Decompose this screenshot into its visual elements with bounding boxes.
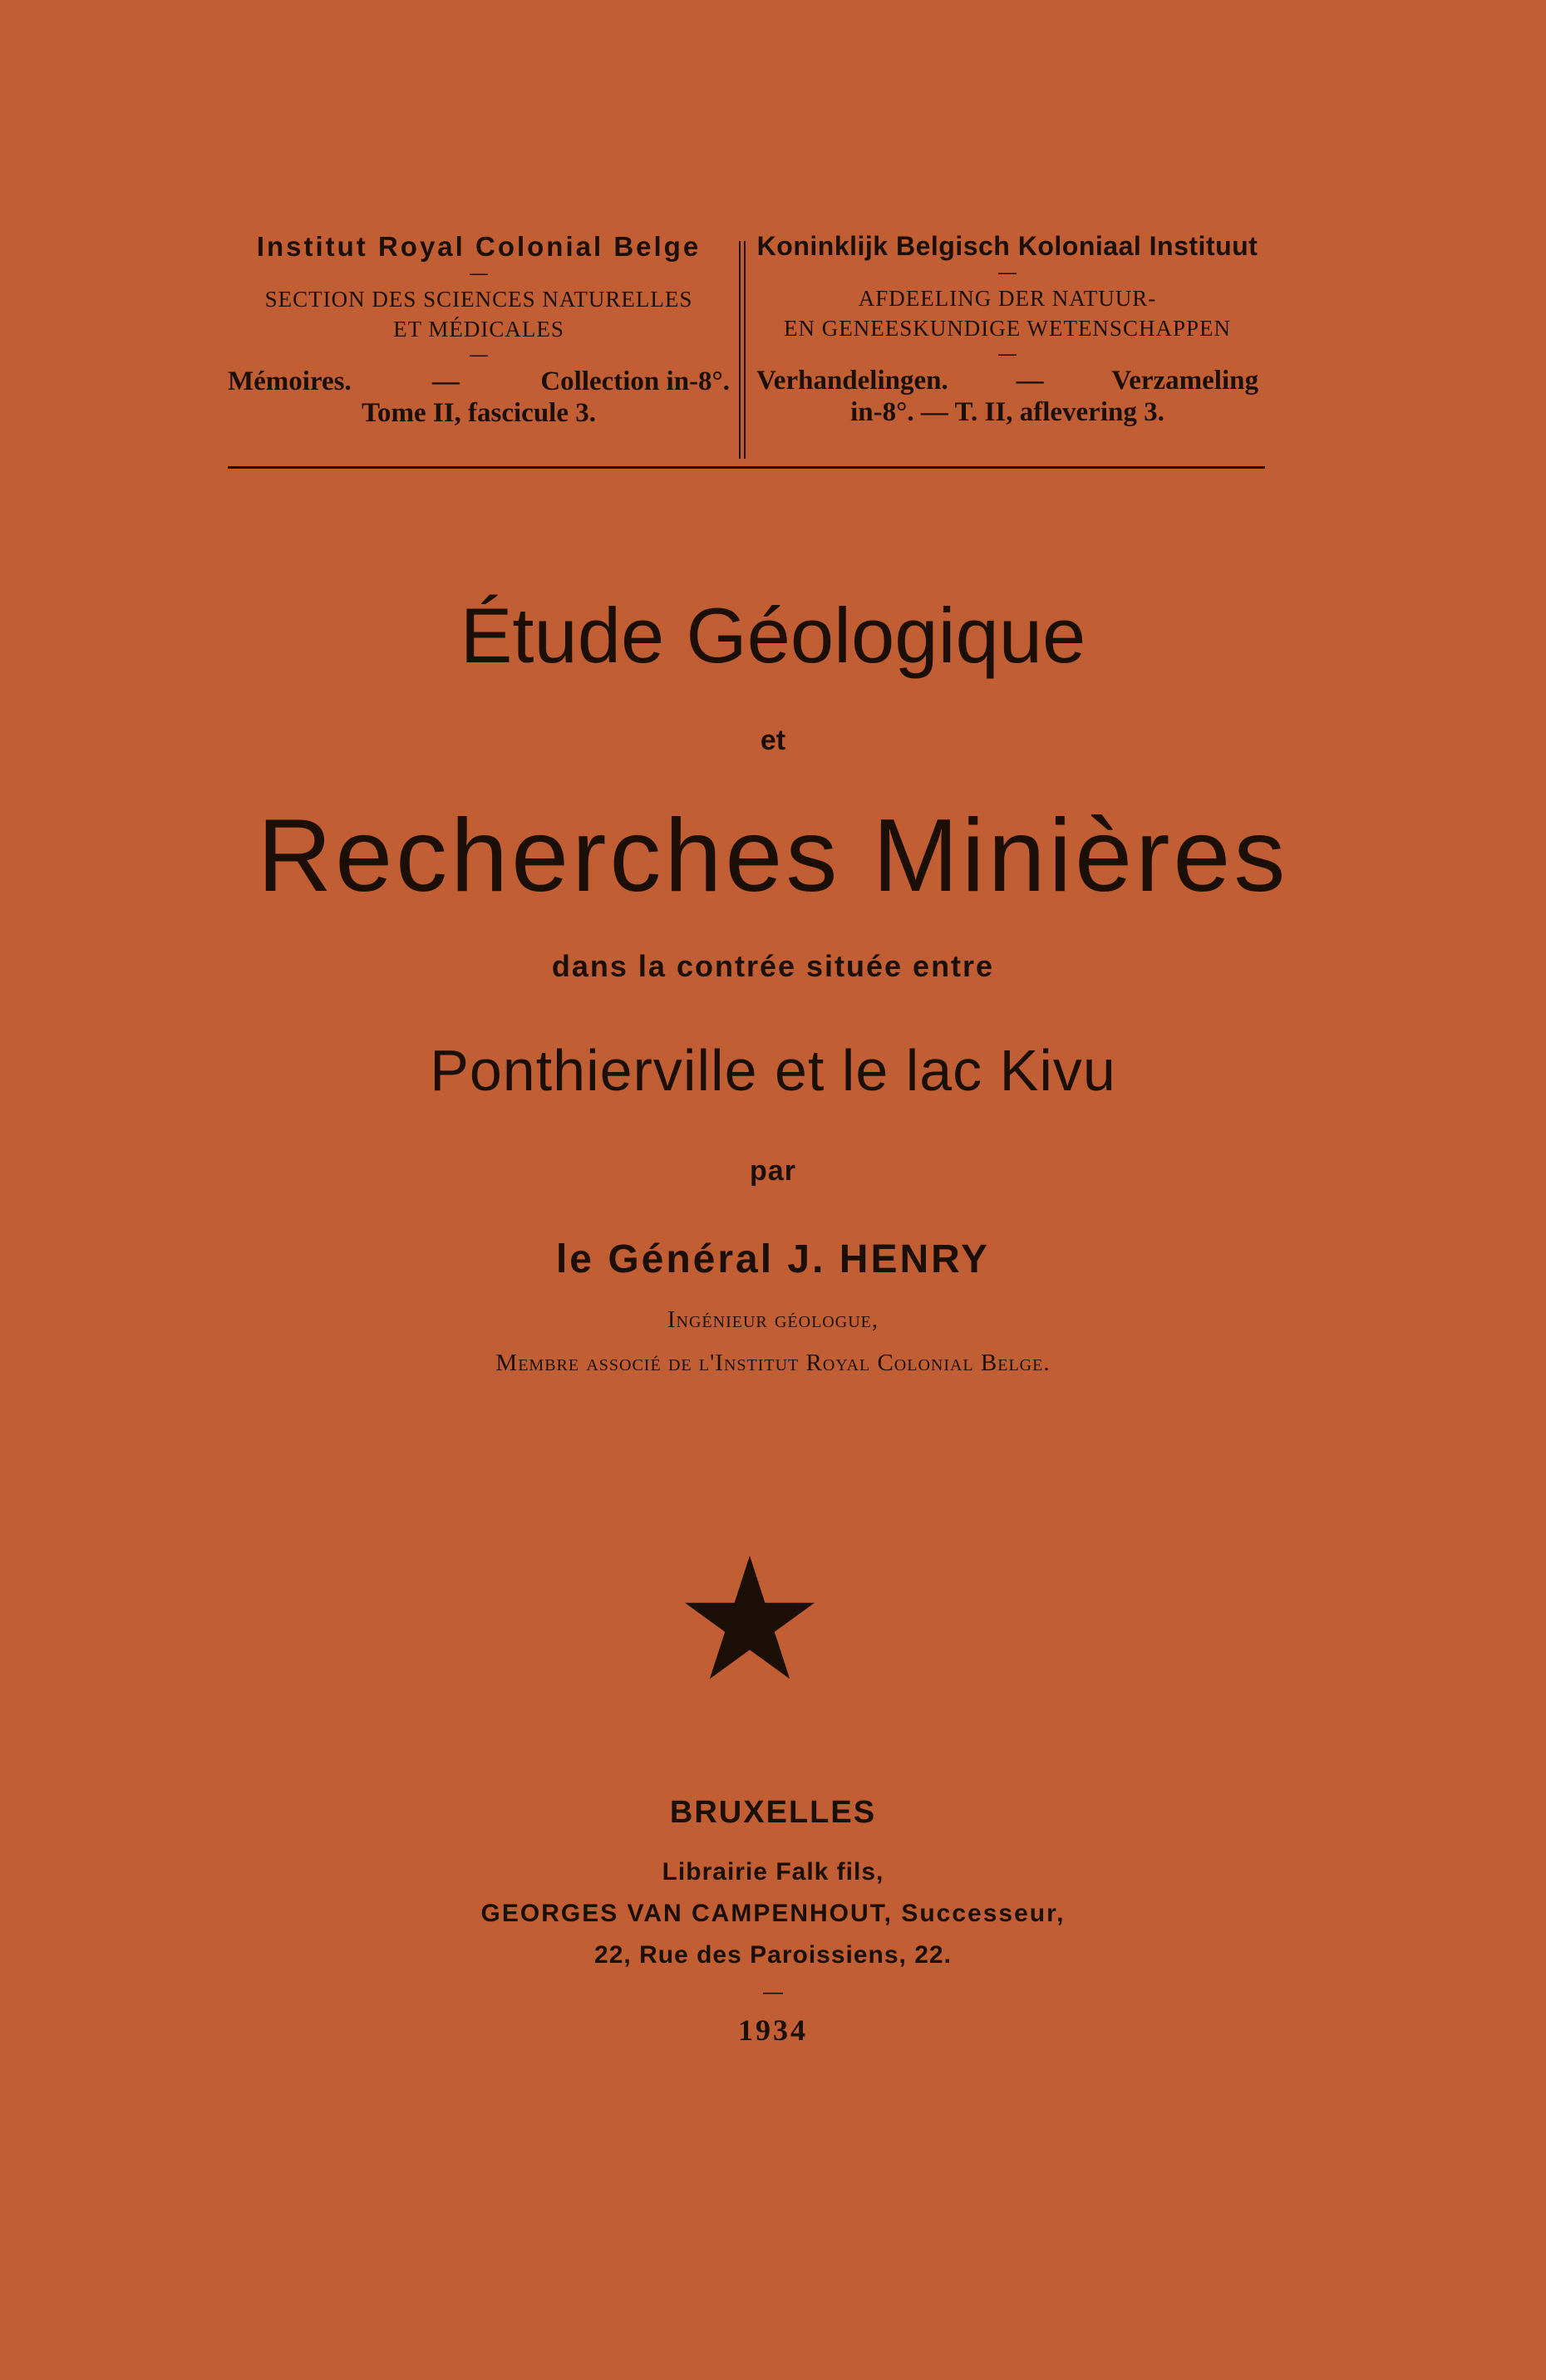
- series-dash: —: [1016, 366, 1044, 396]
- header-dash: —: [998, 262, 1017, 283]
- series-name: Verhandelingen.: [756, 366, 948, 396]
- author-role-1: Ingénieur géologue,: [667, 1306, 879, 1333]
- series-collection: Verzameling: [1111, 366, 1258, 396]
- section-line-2: EN GENEESKUNDIGE WETENSCHAPPEN: [784, 316, 1231, 341]
- column-divider: [739, 241, 746, 459]
- publisher-address: 22, Rue des Paroissiens, 22.: [594, 1941, 952, 1969]
- header-block: [228, 231, 1265, 472]
- series-collection: Collection in-8°.: [540, 366, 730, 396]
- header-dutch: [756, 231, 1258, 428]
- publication-year: 1934: [738, 2014, 808, 2047]
- publisher-line-2: GEORGES VAN CAMPENHOUT, Successeur,: [480, 1900, 1066, 1927]
- author-by: par: [750, 1155, 796, 1187]
- section-line-2: ET MÉDICALES: [393, 317, 564, 342]
- section-line-1: AFDEELING DER NATUUR-: [858, 286, 1157, 311]
- title-line-3: Ponthierville et le lac Kivu: [430, 1038, 1116, 1103]
- star-icon: [685, 1556, 815, 1680]
- series-dash: —: [432, 366, 460, 396]
- header-french: [228, 231, 730, 429]
- institute-name-fr: Institut Royal Colonial Belge: [256, 231, 702, 262]
- title-subtitle: dans la contrée située entre: [551, 949, 995, 983]
- section-name-nl: [756, 283, 1258, 343]
- series-info-nl: [756, 365, 1258, 428]
- publisher-city: BRUXELLES: [669, 1795, 877, 1830]
- section-name-fr: [228, 284, 730, 344]
- title-line-1: Étude Géologique: [460, 592, 1086, 679]
- publisher-dash: —: [763, 1981, 783, 2004]
- header-dash: —: [470, 344, 488, 365]
- header-dash: —: [470, 263, 488, 283]
- institute-name-nl: Koninklijk Belgisch Koloniaal Instituut: [756, 231, 1258, 261]
- header-rule: [228, 466, 1265, 469]
- title-conjunction: et: [760, 725, 786, 756]
- header-dash: —: [998, 343, 1017, 364]
- author-name: le Général J. HENRY: [555, 1237, 991, 1281]
- author-role-2: Membre associé de l'Institut Royal Colonial Belge.: [495, 1350, 1051, 1376]
- section-line-1: SECTION DES SCIENCES NATURELLES: [264, 287, 693, 312]
- series-volume: Tome II, fascicule 3.: [361, 398, 596, 428]
- series-volume: in-8°. — T. II, aflevering 3.: [850, 397, 1164, 427]
- title-line-2: Recherches Minières: [257, 799, 1289, 913]
- series-name: Mémoires.: [228, 366, 352, 396]
- series-info-fr: [228, 366, 730, 429]
- series-row: [756, 365, 1258, 396]
- publisher-line-1: Librairie Falk fils,: [662, 1858, 884, 1886]
- series-row: [228, 366, 730, 397]
